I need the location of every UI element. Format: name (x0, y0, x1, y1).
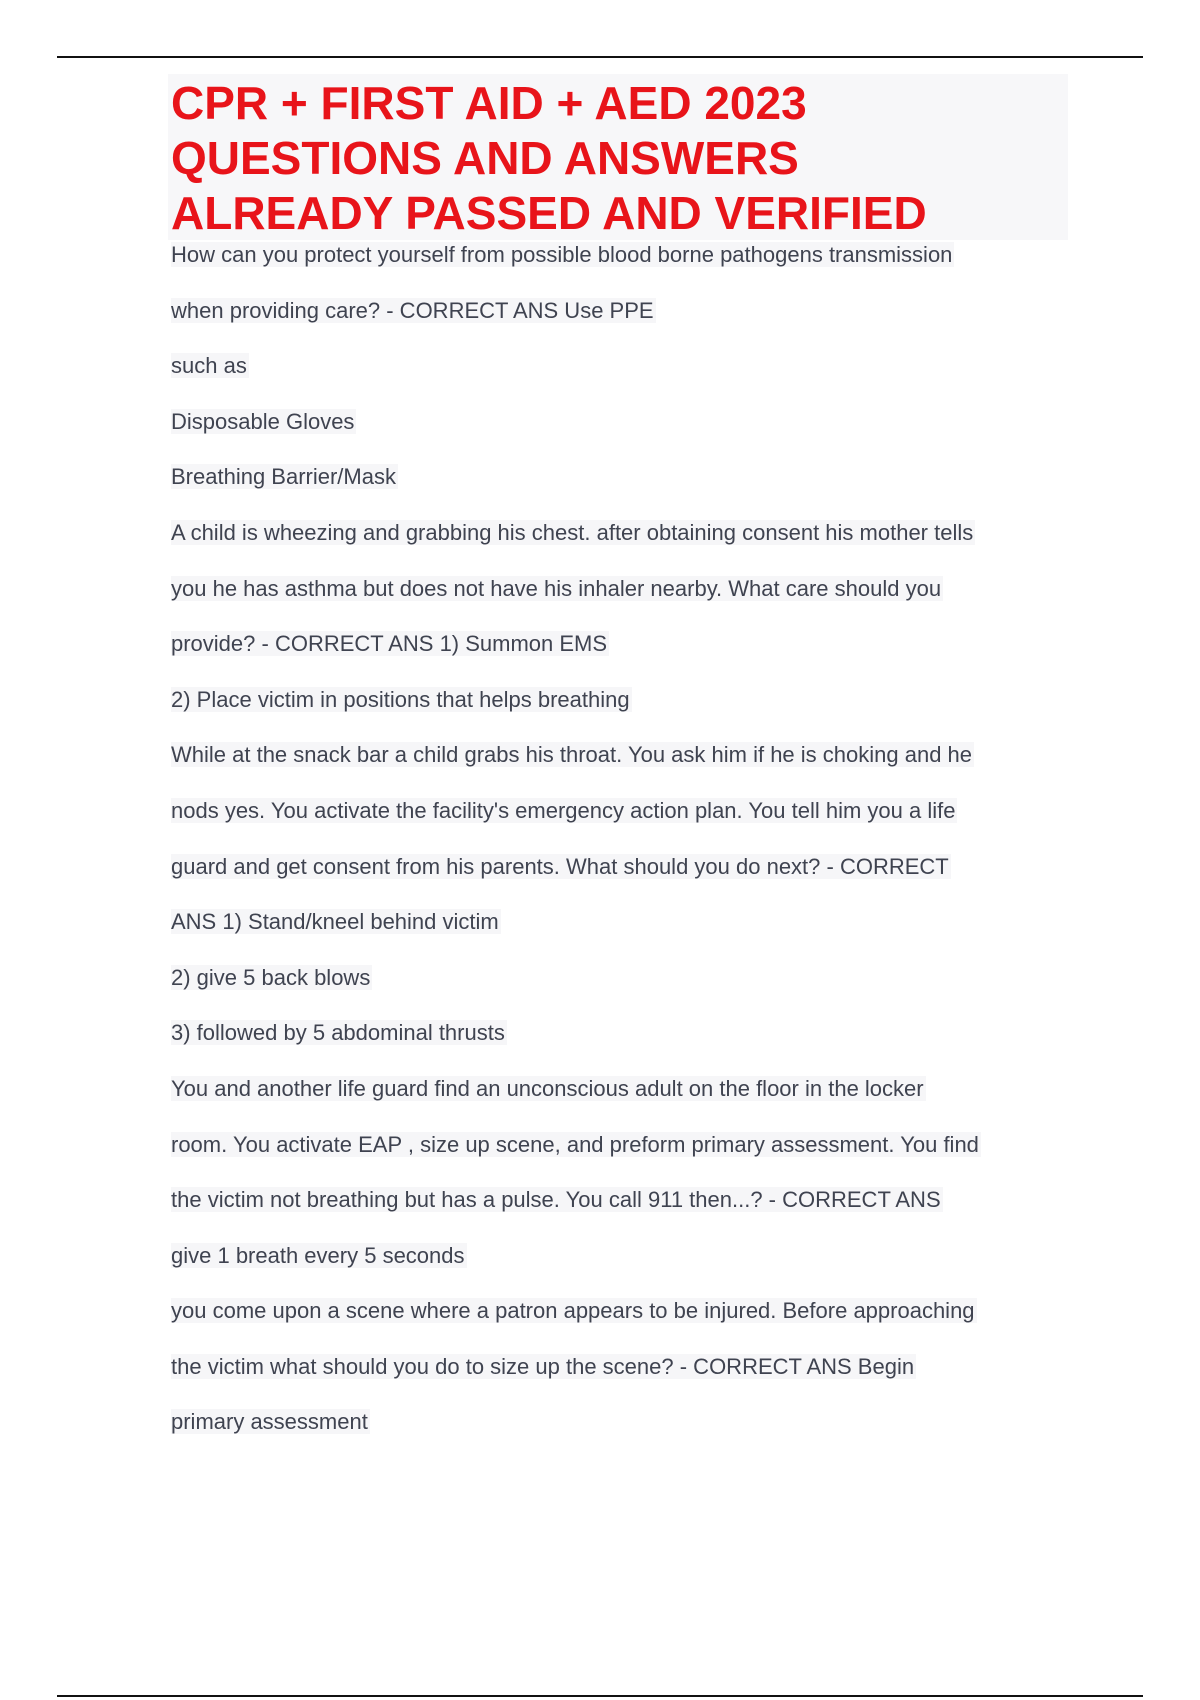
body-line: You and another life guard find an unconscious adult on the floor in the locker (171, 1075, 924, 1101)
title-line: ALREADY PASSED AND VERIFIED (171, 187, 927, 239)
bottom-rule (57, 1695, 1143, 1697)
body-line: give 1 breath every 5 seconds (171, 1242, 465, 1268)
body-line: you he has asthma but does not have his inhaler nearby. What care should you (171, 575, 942, 601)
body-line: Breathing Barrier/Mask (171, 464, 396, 490)
body-line: nods yes. You activate the facility's emergency action plan. You tell him you a life (171, 797, 956, 823)
body-line: A child is wheezing and grabbing his chest. after obtaining consent his mother tells (171, 519, 974, 545)
body-line: 2) Place victim in positions that helps breathing (171, 686, 630, 712)
document-title (168, 74, 1068, 241)
body-line: primary assessment (171, 1409, 368, 1435)
body-line: guard and get consent from his parents. What should you do next? - CORRECT (171, 853, 949, 879)
body-line: ANS 1) Stand/kneel behind victim (171, 909, 499, 935)
body-line: such as (171, 353, 247, 379)
body-line: the victim what should you do to size up the scene? - CORRECT ANS Begin (171, 1353, 915, 1379)
body-line: 3) followed by 5 abdominal thrusts (171, 1020, 505, 1046)
title-block (168, 74, 1068, 240)
body-line: when providing care? - CORRECT ANS Use PPE (171, 297, 654, 323)
body-line: you come upon a scene where a patron appears to be injured. Before approaching (171, 1298, 975, 1324)
body-line: 2) give 5 back blows (171, 964, 371, 990)
body-line: While at the snack bar a child grabs his throat. You ask him if he is choking and he (171, 742, 973, 768)
title-line: CPR + FIRST AID + AED 2023 (171, 77, 807, 129)
body-line: Disposable Gloves (171, 408, 355, 434)
top-rule (57, 56, 1143, 58)
document-body (171, 236, 1071, 1459)
body-line: room. You activate EAP , size up scene, and preform primary assessment. You find (171, 1131, 979, 1157)
body-line: the victim not breathing but has a pulse. You call 911 then...? - CORRECT ANS (171, 1187, 941, 1213)
title-line: QUESTIONS AND ANSWERS (171, 132, 799, 184)
body-line: provide? - CORRECT ANS 1) Summon EMS (171, 631, 608, 657)
body-line: How can you protect yourself from possible blood borne pathogens transmission (171, 242, 953, 267)
